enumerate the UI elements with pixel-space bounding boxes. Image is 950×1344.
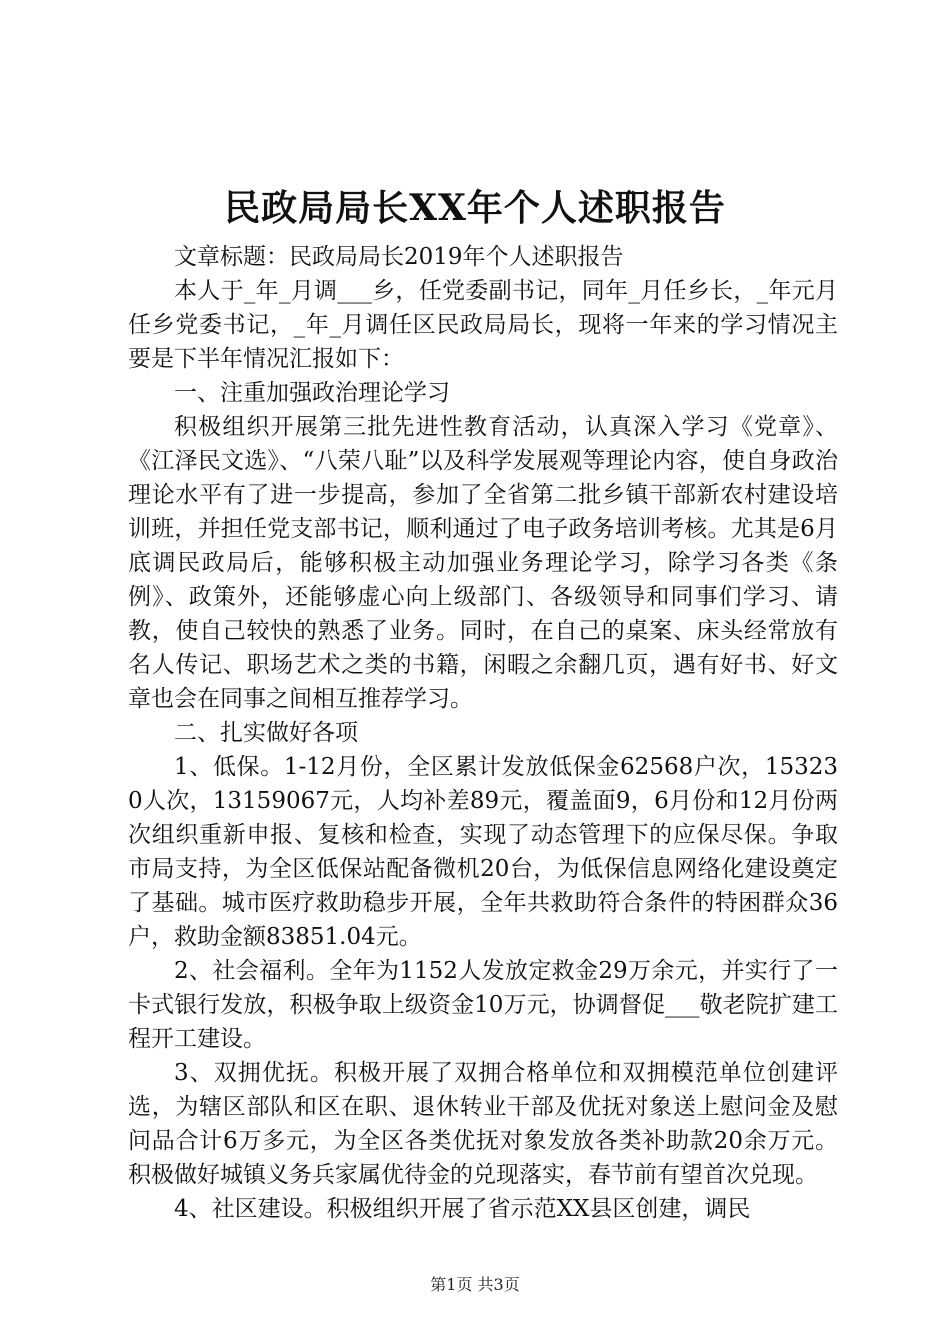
page-footer: 第1页 共3页 — [430, 1275, 520, 1294]
document-title: 民政局局长XX年个人述职报告 — [224, 187, 726, 229]
item-social-welfare-paragraph: 2、社会福利。全年为1152人发放定救金29万余元，并实行了一卡式银行发放，积极争取上级资金10万元，协调督促___敬老院扩建工程开工建设。 — [128, 958, 838, 1052]
item-low-income-paragraph: 1、低保。1-12月份，全区累计发放低保金62568户次，153230人次，13159067元，人均补差89元，覆盖面9，6月份和12月份两次组织重新申报、复核和检查，实现了动态管理下的应保尽保。争取市局支持，为全区低保站配备微机20台，为低保信息网络化建设奠定了基础。城市医疗救助稳步开展，全年共救助符合条件的特困群众36户，救助金额83851.04元。 — [128, 754, 838, 950]
section-heading-1: 一、注重加强政治理论学习 — [174, 380, 450, 406]
section-1-paragraph: 积极组织开展第三批先进性教育活动，认真深入学习《党章》、《江泽民文选》、“八荣八耻”以及科学发展观等理论内容，使自身政治理论水平有了进一步提高，参加了全省第二批乡镇干部新农村建设培训班，并担任党支部书记，顺利通过了电子政务培训考核。尤其是6月底调民政局后，能够积极主动加强业务理论学习，除学习各类《条例》、政策外，还能够虚心向上级部门、各级领导和同事们学习、请教，使自己较快的熟悉了业务。同时，在自己的桌案、床头经常放有名人传记、职场艺术之类的书籍，闲暇之余翻几页，遇有好书、好文章也会在同事之间相互推荐学习。 — [128, 414, 838, 712]
article-heading-line: 文章标题：民政局局长2019年个人述职报告 — [174, 244, 624, 270]
item-community-paragraph: 4、社区建设。积极组织开展了省示范XX县区创建，调民 — [174, 1196, 751, 1222]
intro-paragraph: 本人于_年_月调___乡，任党委副书记，同年_月任乡长，_年元月任乡党委书记，_年_月调任区民政局局长，现将一年来的学习情况主要是下半年情况汇报如下： — [128, 278, 838, 372]
document-body — [128, 240, 838, 1226]
section-heading-2: 二、扎实做好各项 — [174, 720, 358, 746]
item-double-support-paragraph: 3、双拥优抚。积极开展了双拥合格单位和双拥模范单位创建评选，为辖区部队和区在职、退休转业干部及优抚对象送上慰问金及慰问品合计6万多元，为全区各类优抚对象发放各类补助款20余万元。积极做好城镇义务兵家属优待金的兑现落实，春节前有望首次兑现。 — [128, 1060, 838, 1188]
